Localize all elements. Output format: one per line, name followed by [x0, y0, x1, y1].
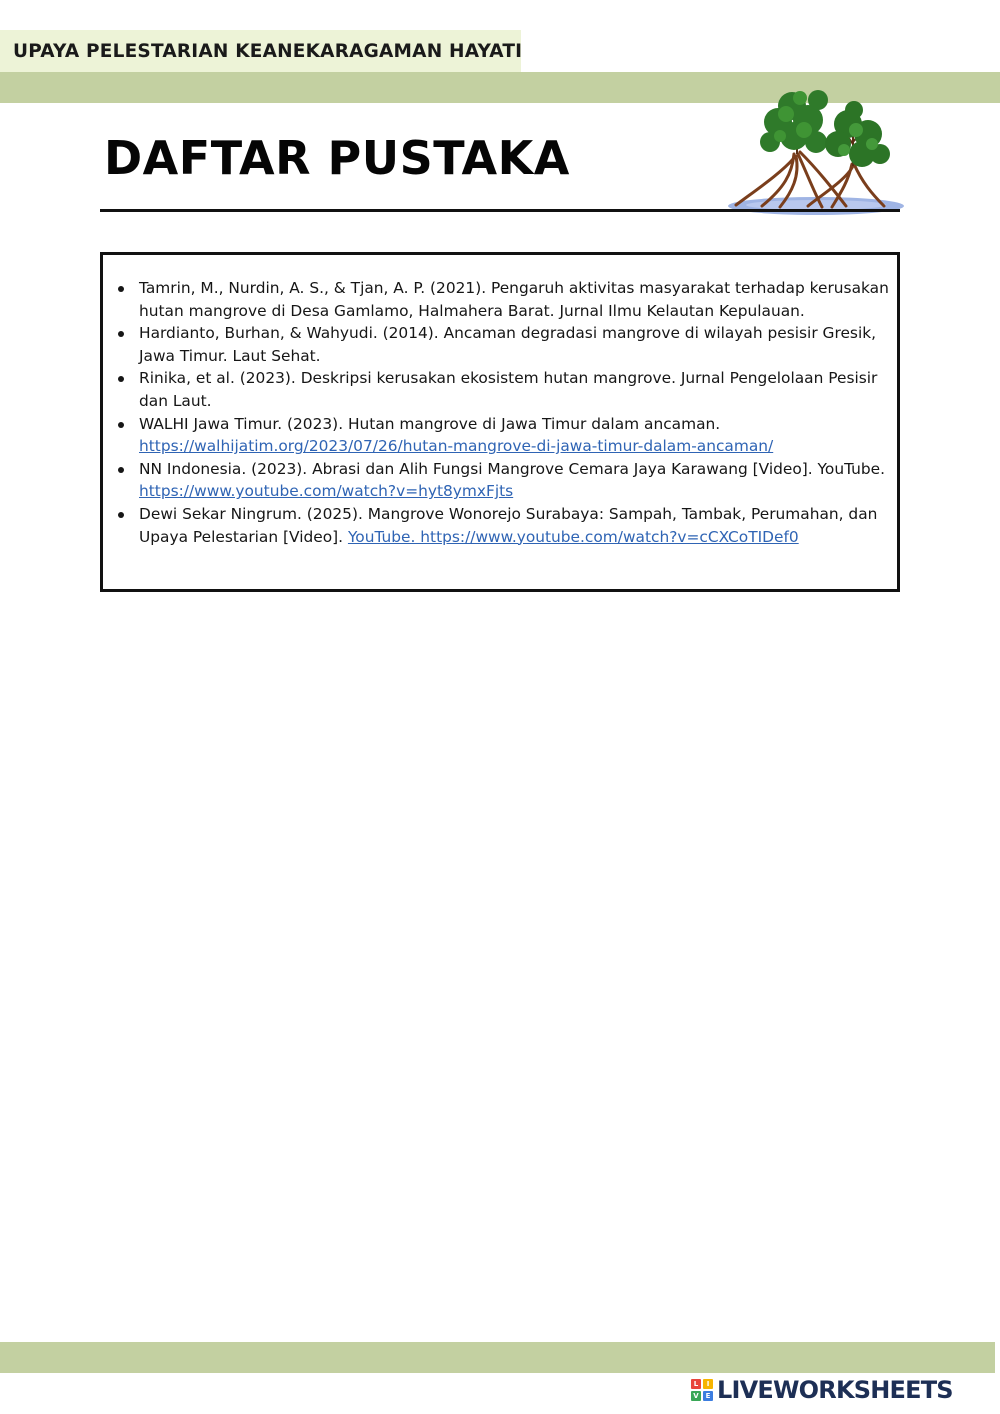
bullet-icon [118, 422, 124, 428]
bullet-icon [118, 467, 124, 473]
logo-cell: I [703, 1379, 713, 1389]
reference-item [139, 413, 897, 458]
reference-text: Dewi Sekar Ningrum. (2025). Mangrove Wonorejo Surabaya: Sampah, Tambak, Perumahan, dan Upaya Pelestarian [Video]. [139, 504, 878, 546]
liveworksheets-logo-icon [691, 1379, 713, 1401]
logo-cell: L [691, 1379, 701, 1389]
reference-item [139, 458, 897, 503]
reference-link[interactable]: YouTube. https://www.youtube.com/watch?v=cCXCoTIDef0 [347, 527, 799, 546]
bullet-icon [118, 512, 124, 518]
bullet-icon [118, 286, 124, 292]
reference-item [139, 503, 897, 548]
liveworksheets-watermark[interactable] [691, 1376, 953, 1404]
reference-text: Rinika, et al. (2023). Deskripsi kerusakan ekosistem hutan mangrove. Jurnal Pengelolaan Pesisir dan Laut. [139, 369, 878, 410]
mangrove-tree-icon [722, 84, 904, 216]
bullet-icon [118, 331, 124, 337]
reference-link[interactable]: https://walhijatim.org/2023/07/26/hutan-mangrove-di-jawa-timur-dalam-ancaman/ [139, 437, 774, 456]
reference-link[interactable]: https://www.youtube.com/watch?v=hyt8ymxFjts [139, 482, 514, 501]
reference-item [139, 277, 897, 322]
logo-cell: E [703, 1391, 713, 1401]
reference-text: NN Indonesia. (2023). Abrasi dan Alih Fungsi Mangrove Cemara Jaya Karawang [Video]. YouTube. [139, 459, 886, 478]
bullet-icon [118, 376, 124, 382]
reference-item [139, 367, 897, 412]
page-title: DAFTAR PUSTAKA [104, 131, 570, 185]
reference-box [100, 252, 900, 592]
reference-text: Hardianto, Burhan, & Wahyudi. (2014). Ancaman degradasi mangrove di wilayah pesisir Gresik, Jawa Timur. Laut Sehat. [139, 324, 877, 365]
reference-text: Tamrin, M., Nurdin, A. S., & Tjan, A. P. (2021). Pengaruh aktivitas masyarakat terhadap kerusakan hutan mangrove di Desa Gamlamo, Halmahera Barat. Jurnal Ilmu Kelautan Kepulauan. [139, 279, 889, 320]
reference-text: WALHI Jawa Timur. (2023). Hutan mangrove di Jawa Timur dalam ancaman. [139, 414, 721, 433]
reference-item [139, 322, 897, 367]
title-divider [100, 209, 900, 212]
watermark-text: LIVEWORKSHEETS [717, 1376, 953, 1404]
reference-list [139, 277, 897, 548]
logo-cell: V [691, 1391, 701, 1401]
footer-band [0, 1342, 995, 1373]
section-header-label: UPAYA PELESTARIAN KEANEKARAGAMAN HAYATI [0, 30, 521, 72]
